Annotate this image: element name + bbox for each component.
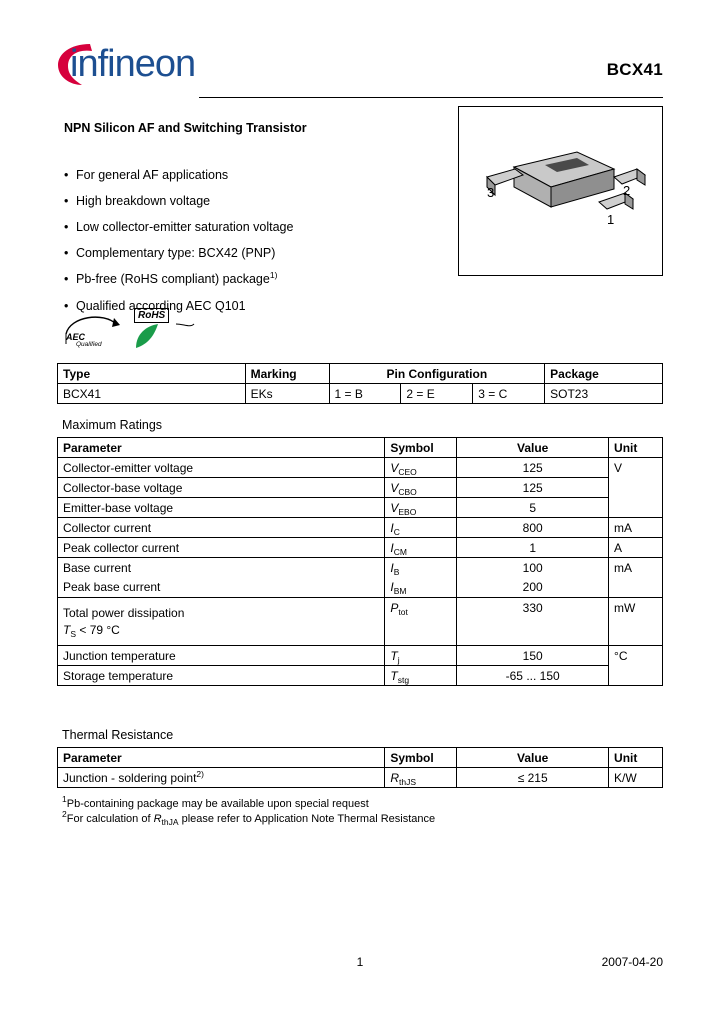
footnotes: [62, 794, 436, 827]
package-drawing: [458, 106, 663, 276]
cell-value: 150: [457, 646, 609, 666]
footnote-2-marker: 2: [62, 809, 67, 819]
col-unit: Unit: [609, 748, 663, 768]
table-row: [58, 384, 663, 404]
aec-qualified-logo: [64, 310, 122, 348]
page-title: BCX41: [606, 60, 663, 79]
cell-value: 100: [457, 558, 609, 578]
footnote-2: [62, 809, 436, 827]
col-unit: Unit: [609, 438, 663, 458]
col-symbol: Symbol: [385, 438, 457, 458]
symbol-sub: thJS: [399, 776, 417, 787]
symbol-main: V: [390, 460, 399, 475]
cell-marking: EKs: [245, 384, 329, 404]
col-value: Value: [457, 438, 609, 458]
cell-symbol: [385, 478, 457, 498]
maximum-ratings-heading: Maximum Ratings: [62, 418, 163, 432]
cell-unit: mW: [609, 598, 663, 646]
cell-unit: °C: [609, 646, 663, 666]
table-row: [58, 666, 663, 686]
cell-unit: [609, 498, 663, 518]
cell-symbol: [385, 598, 457, 646]
cell-parameter: Junction temperature: [58, 646, 385, 666]
table-row: [58, 578, 663, 598]
footnote-2-pre: For calculation of: [66, 813, 154, 825]
document-date: 2007-04-20: [601, 955, 663, 969]
feature-text: For general AF applications: [76, 168, 229, 182]
cell-unit: [609, 666, 663, 686]
symbol-sub: B: [393, 566, 400, 577]
table-row: [58, 558, 663, 578]
aec-sub-label: Qualified: [76, 341, 102, 348]
feature-list: [64, 168, 444, 325]
header-divider: [199, 97, 663, 98]
cell-parameter: [58, 768, 385, 788]
cell-symbol: [385, 768, 457, 788]
cell-symbol: [385, 498, 457, 518]
table-row: [58, 478, 663, 498]
footnote-1-text: Pb-containing package may be available upon special request: [66, 798, 369, 810]
cell-unit: mA: [609, 518, 663, 538]
footnote-marker: 2): [196, 768, 204, 779]
col-type: Type: [58, 364, 246, 384]
param-symbol-sub: S: [70, 629, 77, 639]
symbol-main: I: [390, 520, 394, 535]
cell-value: 125: [457, 478, 609, 498]
footnote-2-symbol-sub: thJA: [161, 817, 179, 827]
feature-text: Pb-free (RoHS compliant) package: [76, 272, 270, 286]
cell-symbol: [385, 578, 457, 598]
cell-value: -65 ... 150: [457, 666, 609, 686]
table-row: [58, 768, 663, 788]
list-item: [64, 194, 444, 209]
list-item: [64, 220, 444, 235]
symbol-main: V: [390, 500, 399, 515]
thermal-resistance-heading: Thermal Resistance: [62, 728, 174, 742]
footnote-marker: 1): [269, 270, 278, 280]
type-table: [57, 363, 663, 404]
footnote-1-marker: 1: [62, 794, 67, 804]
table-row: [58, 458, 663, 478]
cell-package: SOT23: [545, 384, 663, 404]
list-item: [64, 168, 444, 183]
certification-logos: [64, 306, 244, 352]
infineon-logo: [56, 38, 206, 90]
symbol-sub: BM: [393, 586, 407, 597]
cell-parameter: Peak base current: [58, 578, 385, 598]
col-package: Package: [545, 364, 663, 384]
table-header-row: [58, 438, 663, 458]
cell-value: 330: [457, 598, 609, 646]
cell-symbol: [385, 666, 457, 686]
col-value: Value: [457, 748, 609, 768]
col-parameter: Parameter: [58, 748, 385, 768]
cell-parameter: Collector-emitter voltage: [58, 458, 385, 478]
product-title: NPN Silicon AF and Switching Transistor: [64, 121, 307, 135]
thermal-resistance-table-wrapper: [57, 747, 663, 788]
symbol-sub: CBO: [398, 486, 417, 497]
aec-label: AEC: [66, 332, 86, 342]
table-row: [58, 518, 663, 538]
cell-unit: K/W: [609, 768, 663, 788]
symbol-sub: EBO: [398, 506, 417, 517]
cell-pin1: 1 = B: [329, 384, 401, 404]
cell-parameter: Collector current: [58, 518, 385, 538]
cell-value: 1: [457, 538, 609, 558]
rohs-logo: [132, 306, 202, 350]
symbol-main: T: [390, 648, 398, 663]
symbol-main: T: [390, 668, 398, 683]
footnote-1: [62, 794, 435, 812]
table-row: [58, 538, 663, 558]
rohs-leaf-icon: [132, 320, 202, 350]
infineon-wordmark: infineon: [70, 43, 196, 85]
maximum-ratings-table: [57, 437, 663, 686]
symbol-main: I: [390, 540, 394, 555]
symbol-sub: C: [393, 526, 400, 537]
cell-parameter: Peak collector current: [58, 538, 385, 558]
list-item: [64, 272, 444, 288]
cell-value: 800: [457, 518, 609, 538]
symbol-main: R: [390, 770, 400, 785]
feature-text: Complementary type: BCX42 (PNP): [76, 246, 276, 260]
feature-text: Low collector-emitter saturation voltage: [76, 220, 294, 234]
col-parameter: Parameter: [58, 438, 385, 458]
pin-label-1: 1: [607, 212, 615, 227]
feature-text: High breakdown voltage: [76, 194, 211, 208]
table-header-row: [58, 748, 663, 768]
cell-parameter: [58, 598, 385, 646]
symbol-main: V: [390, 480, 399, 495]
cell-pin3: 3 = C: [473, 384, 545, 404]
cell-symbol: [385, 518, 457, 538]
cell-unit: [609, 578, 663, 598]
param-condition: < 79 °C: [76, 623, 120, 637]
symbol-sub: stg: [397, 674, 410, 685]
type-table-wrapper: [57, 363, 663, 404]
maximum-ratings-table-wrapper: [57, 437, 663, 686]
cell-unit: A: [609, 538, 663, 558]
col-marking: Marking: [245, 364, 329, 384]
symbol-main: I: [390, 560, 394, 575]
table-header-row: [58, 364, 663, 384]
cell-type: BCX41: [58, 384, 246, 404]
page-number: 1: [356, 955, 364, 969]
param-symbol: T: [63, 623, 71, 637]
cell-value: 125: [457, 458, 609, 478]
pin-label-2: 2: [623, 183, 631, 198]
cell-value: ≤ 215: [457, 768, 609, 788]
cell-parameter: Storage temperature: [58, 666, 385, 686]
cell-parameter: Base current: [58, 558, 385, 578]
table-row: [58, 646, 663, 666]
parameter-line2: [63, 623, 379, 637]
cell-pin2: 2 = E: [401, 384, 473, 404]
footnote-2-post: please refer to Application Note Thermal Resistance: [178, 813, 436, 825]
parameter-text: Junction - soldering point: [63, 770, 197, 785]
cell-symbol: [385, 646, 457, 666]
thermal-resistance-table: [57, 747, 663, 788]
symbol-main: P: [390, 601, 399, 615]
feature-text: Qualified according AEC Q101: [76, 299, 246, 313]
rohs-label: RoHS: [134, 308, 169, 323]
symbol-sub: tot: [398, 607, 408, 617]
parameter-line1: Total power dissipation: [63, 606, 185, 620]
symbol-sub: j: [397, 654, 400, 665]
cell-parameter: Emitter-base voltage: [58, 498, 385, 518]
cell-value: 5: [457, 498, 609, 518]
cell-unit: [609, 478, 663, 498]
cell-symbol: [385, 458, 457, 478]
footnote-2-symbol: R: [153, 813, 162, 825]
cell-symbol: [385, 558, 457, 578]
page-header: [0, 0, 720, 105]
symbol-sub: CM: [393, 546, 407, 557]
table-row: [58, 598, 663, 646]
symbol-sub: CEO: [398, 466, 417, 477]
list-item: [64, 246, 444, 261]
cell-unit: V: [609, 458, 663, 478]
cell-symbol: [385, 538, 457, 558]
col-symbol: Symbol: [385, 748, 457, 768]
col-pin-configuration: Pin Configuration: [329, 364, 545, 384]
cell-parameter: Collector-base voltage: [58, 478, 385, 498]
cell-unit: mA: [609, 558, 663, 578]
cell-value: 200: [457, 578, 609, 598]
pin-label-3: 3: [487, 185, 495, 200]
table-row: [58, 498, 663, 518]
symbol-main: I: [390, 580, 394, 595]
